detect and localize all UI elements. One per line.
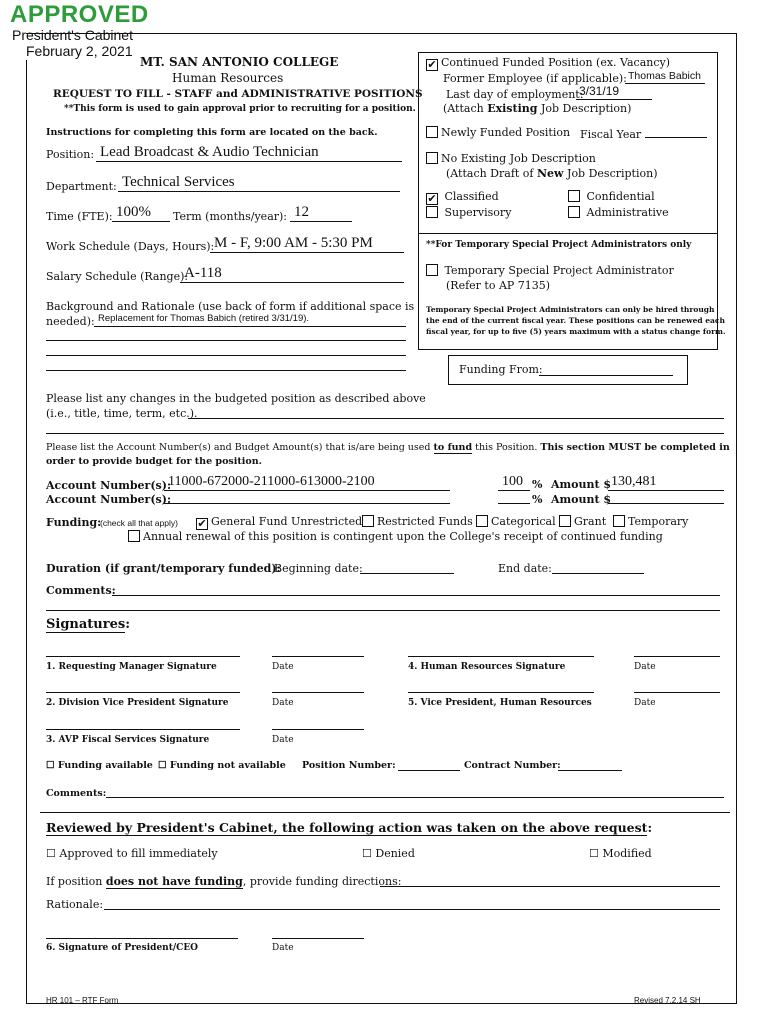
salary-label: Salary Schedule (Range): <box>46 270 189 283</box>
lastday-value: 3/31/19 <box>579 84 620 98</box>
approved-stamp: APPROVED <box>10 1 149 28</box>
denied-option[interactable]: ☐ Denied <box>362 847 415 860</box>
review-title: Reviewed by President's Cabinet, the following action was taken on the above request: <box>46 820 653 835</box>
annual-checkbox[interactable] <box>128 530 140 542</box>
former-label: Former Employee (if applicable): <box>443 72 627 85</box>
newly-option[interactable] <box>426 126 570 139</box>
changes-field-2[interactable] <box>46 433 724 434</box>
grant-checkbox[interactable] <box>559 515 571 527</box>
position-value: Lead Broadcast & Audio Technician <box>100 144 319 160</box>
duration-label: Duration (if grant/temporary funded): <box>46 562 281 575</box>
department-label: Department: <box>46 180 117 193</box>
funding-from-field[interactable] <box>539 362 673 376</box>
comments-label: Comments: <box>46 584 116 597</box>
contract-number-field[interactable] <box>558 770 622 771</box>
sig1-line[interactable] <box>46 656 240 657</box>
no-existing-option[interactable] <box>426 152 596 165</box>
begin-field[interactable] <box>360 573 454 574</box>
comments-field[interactable] <box>112 595 720 596</box>
administrative-label: Administrative <box>586 206 669 219</box>
form-note: **This form is used to gain approval prior to recruiting for a position. <box>64 104 416 114</box>
sig1-label: 1. Requesting Manager Signature <box>46 662 217 672</box>
footer-line <box>26 1003 737 1004</box>
supervisory-label: Supervisory <box>444 206 512 219</box>
restricted-checkbox[interactable] <box>362 515 374 527</box>
acct-value: 11000-672000-211000-613000-2100 <box>168 474 375 489</box>
funding-label: Funding: <box>46 516 102 529</box>
background-line-2[interactable] <box>46 340 406 341</box>
general-checkbox[interactable]: ✔ <box>197 517 207 530</box>
continued-option[interactable] <box>426 56 670 71</box>
sig5-line[interactable] <box>408 692 594 693</box>
temp-ref: (Refer to AP 7135) <box>446 279 551 292</box>
continued-label: Continued Funded Position (ex. Vacancy) <box>441 56 671 69</box>
background-field[interactable] <box>94 313 406 327</box>
acct2-label: Account Number(s): <box>46 493 172 506</box>
term-value: 12 <box>294 204 309 220</box>
amount-value: 130,481 <box>611 474 657 489</box>
department-value: Technical Services <box>122 174 235 190</box>
sig2-line[interactable] <box>46 692 240 693</box>
contract-number-label: Contract Number: <box>464 760 561 771</box>
confidential-label: Confidential <box>586 190 655 203</box>
attach-new: (Attach Draft of New Job Description) <box>446 167 658 180</box>
sig6-date-line[interactable] <box>272 938 364 939</box>
confidential-option[interactable] <box>568 190 655 203</box>
background-line-4[interactable] <box>46 370 406 371</box>
end-field[interactable] <box>552 573 644 574</box>
footer-right: Revised 7.2.14 SH <box>634 996 701 1005</box>
lastday-field[interactable] <box>576 84 652 100</box>
department-field[interactable] <box>118 174 400 192</box>
former-value: Thomas Babich <box>628 70 701 82</box>
changes-field-1[interactable] <box>188 418 724 419</box>
time-label: Time (FTE): <box>46 210 113 223</box>
position-number-field[interactable] <box>398 770 460 771</box>
sig3-date-line[interactable] <box>272 729 364 730</box>
stamp-date: February 2, 2021 <box>26 43 133 59</box>
sig2-label: 2. Division Vice President Signature <box>46 698 229 708</box>
comments-field-2[interactable] <box>46 610 720 611</box>
approved-option[interactable]: ☐ Approved to fill immediately <box>46 847 218 860</box>
temp-admin-option[interactable] <box>426 264 674 277</box>
general-option[interactable]: ✔ General Fund Unrestricted <box>197 515 363 530</box>
schedule-value: M - F, 9:00 AM - 5:30 PM <box>214 235 373 251</box>
frame-top <box>26 33 736 34</box>
term-label: Term (months/year): <box>173 210 288 223</box>
sig3-line[interactable] <box>46 729 240 730</box>
no-existing-checkbox[interactable] <box>426 152 438 164</box>
sig4-label: 4. Human Resources Signature <box>408 662 566 672</box>
sig3-date-label: Date <box>272 735 294 745</box>
temporary-checkbox[interactable] <box>613 515 625 527</box>
rationale-label: Rationale: <box>46 898 104 911</box>
amount-field[interactable] <box>608 474 724 491</box>
administrative-option[interactable] <box>568 206 669 219</box>
changes-line-1: Please list any changes in the budgeted position as described above <box>46 392 426 405</box>
confidential-checkbox[interactable] <box>568 190 580 202</box>
sig6-line[interactable] <box>46 938 238 939</box>
stamp-cabinet: President's Cabinet <box>12 27 133 43</box>
temp-admin-label: Temporary Special Project Administrator <box>444 264 674 277</box>
funding-note: (check all that apply) <box>100 518 178 528</box>
restricted-option[interactable]: Restricted Funds <box>362 515 473 528</box>
rationale-field[interactable] <box>104 909 720 910</box>
fiscal-year[interactable]: Fiscal Year <box>580 128 707 141</box>
funding-from-box[interactable] <box>448 355 688 385</box>
background-line-3[interactable] <box>46 355 406 356</box>
salary-value: A-118 <box>184 265 222 281</box>
term-field[interactable] <box>290 204 352 222</box>
continued-checkbox[interactable]: ✔ <box>427 58 437 71</box>
pct-field[interactable] <box>498 474 530 491</box>
sig5-date-label: Date <box>634 698 656 708</box>
funding-not-option[interactable]: ☐ Funding not available <box>158 760 286 771</box>
categorical-option[interactable]: Categorical <box>476 515 556 528</box>
acct-label: Account Number(s): <box>46 479 172 492</box>
sig6-date-label: Date <box>272 943 294 953</box>
frame-right <box>736 33 737 1003</box>
newly-checkbox[interactable] <box>426 126 438 138</box>
temp-admin-checkbox[interactable] <box>426 264 438 276</box>
newly-label: Newly Funded Position <box>441 126 571 139</box>
schedule-label: Work Schedule (Days, Hours): <box>46 240 215 253</box>
amount-label: Amount $ <box>551 478 612 491</box>
begin-label: Beginning date: <box>274 562 363 575</box>
sig-comments-label: Comments: <box>46 788 107 799</box>
sig1-date-line[interactable] <box>272 656 364 657</box>
pct-value: 100 <box>502 474 523 489</box>
classified-label: Classified <box>444 190 499 203</box>
account-intro-2: order to provide budget for the position. <box>46 456 262 467</box>
modified-option[interactable]: ☐ Modified <box>589 847 652 860</box>
annual-option[interactable]: Annual renewal of this position is contingent upon the College's receipt of continued funding <box>128 530 663 543</box>
schedule-field[interactable] <box>210 235 404 253</box>
administrative-checkbox[interactable] <box>568 206 580 218</box>
college-name: MT. SAN ANTONIO COLLEGE <box>140 55 339 69</box>
position-field[interactable] <box>96 144 402 162</box>
if-position: If position does not have funding, provide funding directions: <box>46 875 402 888</box>
sig2-date-label: Date <box>272 698 294 708</box>
section-divider <box>40 812 730 813</box>
temp-note-2: the end of the current fiscal year. These positions can be renewed each <box>426 316 725 325</box>
sig6-label: 6. Signature of President/CEO <box>46 943 199 953</box>
sig5-label: 5. Vice President, Human Resources <box>408 698 592 708</box>
sig4-date-label: Date <box>634 662 656 672</box>
attach-existing: (Attach Existing Job Description) <box>443 102 632 115</box>
temp-note-1: Temporary Special Project Administrators can only be hired through <box>426 305 715 314</box>
position-number-label: Position Number: <box>302 760 396 771</box>
amount2-label: Amount $ <box>551 493 612 506</box>
signatures-title: Signatures: <box>46 617 130 632</box>
account-intro: Please list the Account Number(s) and Budget Amount(s) that is/are being used to fund this Position. This section MUST be completed in <box>46 442 730 453</box>
dept-name: Human Resources <box>172 71 284 85</box>
instructions: Instructions for completing this form are located on the back. <box>46 127 378 138</box>
sig5-date-line[interactable] <box>634 692 720 693</box>
classified-option[interactable] <box>426 190 499 205</box>
acct2-field[interactable] <box>164 503 450 504</box>
background-label-1: Background and Rationale (use back of form if additional space is <box>46 300 415 313</box>
former-field[interactable] <box>625 70 705 84</box>
supervisory-option[interactable] <box>426 206 511 219</box>
time-value: 100% <box>116 204 151 220</box>
amount2-field[interactable] <box>608 503 724 504</box>
sig2-date-line[interactable] <box>272 692 364 693</box>
acct-field[interactable] <box>164 474 450 491</box>
lastday-label: Last day of employment: <box>446 88 584 101</box>
funding-directions-field[interactable] <box>380 886 720 887</box>
supervisory-checkbox[interactable] <box>426 206 438 218</box>
footer-left: HR 101 – RTF Form <box>46 996 119 1005</box>
pct-sign: % <box>532 478 543 491</box>
position-label: Position: <box>46 148 95 161</box>
temp-note-3: fiscal year, for up to five (5) years maximum with a status change form. <box>426 327 726 336</box>
sig1-date-label: Date <box>272 662 294 672</box>
changes-line-2: (i.e., title, time, term, etc.). <box>46 407 198 420</box>
temporary-option[interactable]: Temporary <box>613 515 688 528</box>
funding-from-label: Funding From: <box>459 363 543 376</box>
sig4-date-line[interactable] <box>634 656 720 657</box>
no-existing-label: No Existing Job Description <box>441 152 596 165</box>
frame-left <box>26 60 27 1003</box>
form-title: REQUEST TO FILL - STAFF and ADMINISTRATIVE POSITIONS <box>53 88 423 100</box>
grant-option[interactable]: Grant <box>559 515 606 528</box>
time-field[interactable] <box>112 204 170 222</box>
temp-header: **For Temporary Special Project Administrators only <box>426 240 692 250</box>
right-box-divider <box>418 233 718 234</box>
background-value: Replacement for Thomas Babich (retired 3/31/19). <box>98 313 310 324</box>
end-label: End date: <box>498 562 552 575</box>
salary-field[interactable] <box>180 265 404 283</box>
funding-available-option[interactable]: ☐ Funding available <box>46 760 153 771</box>
sig-comments-field[interactable] <box>106 797 724 798</box>
pct2-sign: % <box>532 493 543 506</box>
sig3-label: 3. AVP Fiscal Services Signature <box>46 735 210 745</box>
classified-checkbox[interactable]: ✔ <box>427 192 437 205</box>
sig4-line[interactable] <box>408 656 594 657</box>
pct2-field[interactable] <box>498 503 530 504</box>
background-label-2: needed): <box>46 315 95 328</box>
categorical-checkbox[interactable] <box>476 515 488 527</box>
